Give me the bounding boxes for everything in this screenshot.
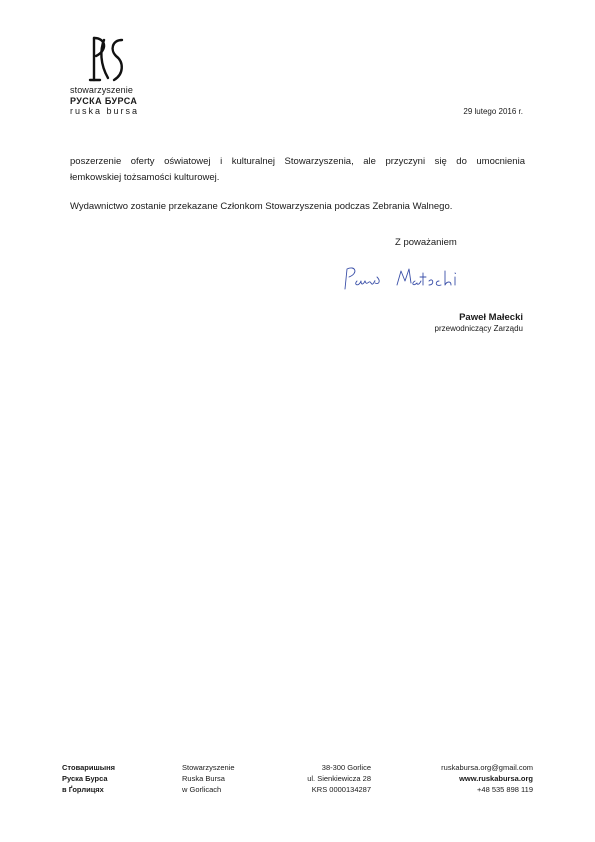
footer-text: Stowarzyszenie [182,763,235,772]
body-paragraph-1 [70,154,525,186]
paragraph-1-line-1: poszerzenie oferty oświatowej i kulturalnej Stowarzyszenia, ale przyczyni się do umocnienia [70,156,525,167]
footer-text: в Ґорлицях [62,785,104,794]
footer-column-contact [441,762,533,795]
body-paragraph-2: Wydawnictwo zostanie przekazane Członkom Stowarzyszenia podczas Zebrania Walnego. [70,201,453,212]
footer-text: w Gorlicach [182,785,222,794]
footer-text: Стоваришыня [62,763,116,772]
logo-text-line1: stowarzyszenie [70,85,133,95]
letter-date: 29 lutego 2016 r. [463,107,523,116]
signer-name: Paweł Małecki [459,312,523,323]
paragraph-1-line-2: łemkowskiej tożsamości kulturowej. [70,172,220,183]
footer-text: ul. Sienkiewicza 28 [307,774,371,783]
footer-column-cyrillic [62,762,115,795]
footer-text: KRS 0000134287 [311,785,371,794]
footer-email[interactable]: ruskabursa.org@gmail.com [441,763,533,772]
logo-text-line2: РУСКА БУРСА [70,96,138,106]
closing-salutation: Z poważaniem [395,237,457,248]
footer-phone: +48 535 898 119 [477,785,533,794]
footer-text: Ruska Bursa [182,774,225,783]
signer-role: przewodniczący Zarządu [434,324,523,333]
ruska-bursa-logo-icon [86,34,130,84]
footer-column-polish [182,762,235,795]
logo-text-line3: ruska bursa [70,106,140,116]
footer-website-link[interactable]: www.ruskabursa.org [459,774,533,783]
handwritten-signature [335,263,465,295]
footer-text: 38-300 Gorlice [321,763,371,772]
footer-text: Руска Бурса [62,774,108,783]
footer-column-address [307,762,371,795]
